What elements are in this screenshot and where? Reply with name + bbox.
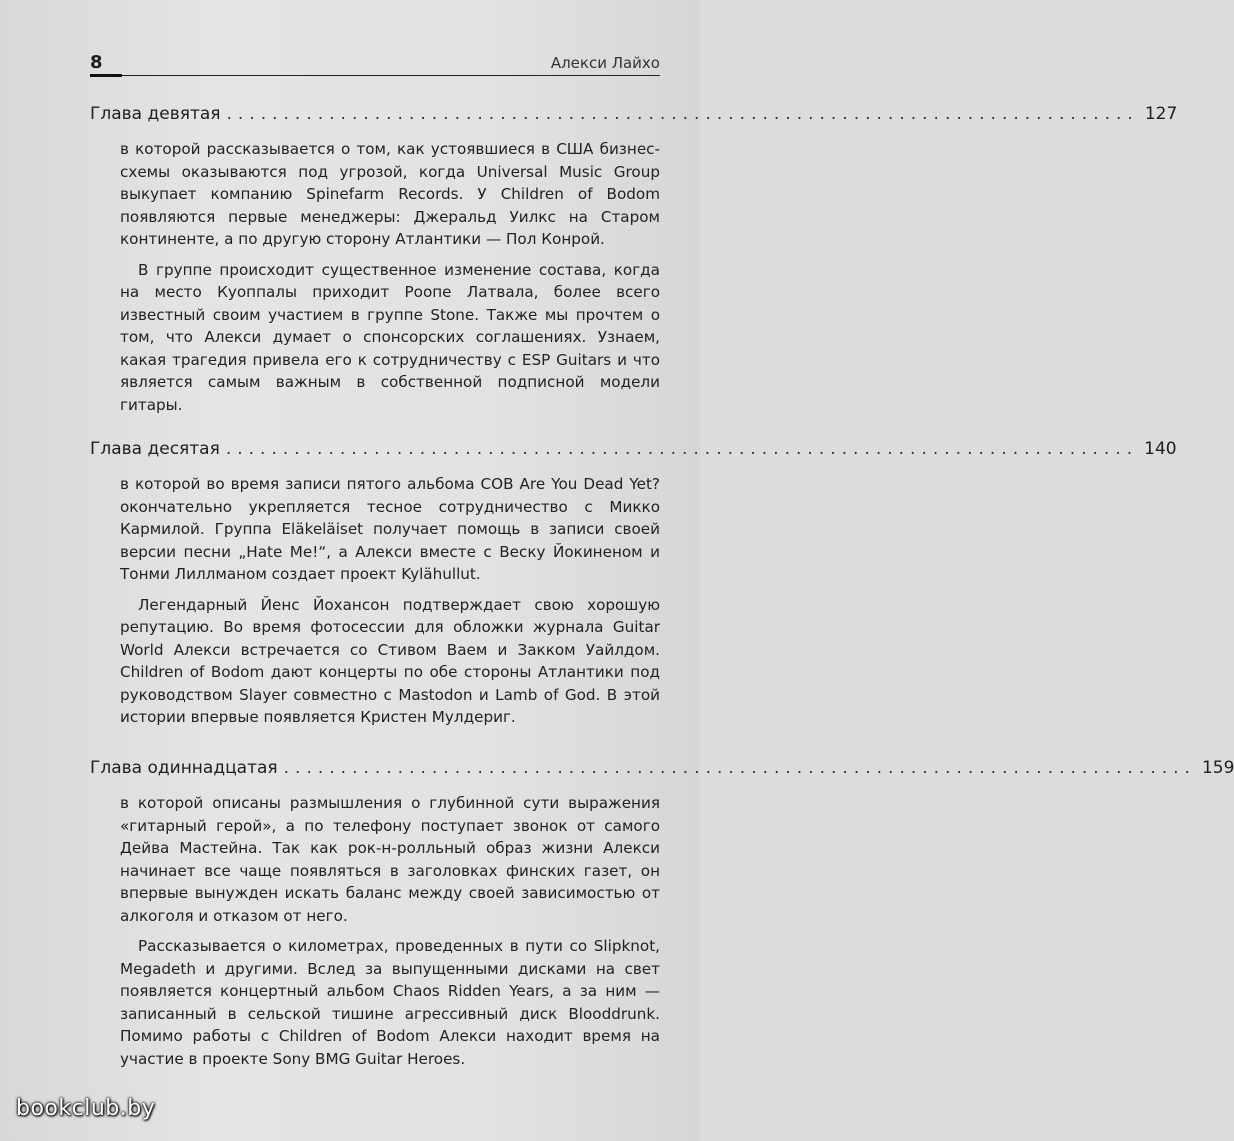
page-header <box>90 52 660 76</box>
chapter-summary: в которой описаны размышления о глубинной сути выражения «гитарный герой», а по телефону поступает звонок от самого Дейва Мастейна. Так как рок-н-ролльный образ жизни Алекси начинает все чаще появляться в заголовках финских газет, он впервые вынужден искать баланс между своей зависимостью от алкоголя и отказом от него. <box>120 794 660 925</box>
chapter-summary: в которой во время записи пятого альбома COB Are You Dead Yet? окончательно укрепляется тесное сотрудничество с Микко Кармилой. Группа Eläkeläiset получает помощь в записи своей версии песни „Hate Me!“, а Алекси вместе с Веску Йокиненом и Тонми Лиллманом создает проект Kylähullut. <box>120 475 660 583</box>
leader-dots: ................................................................................ <box>226 104 1139 124</box>
chapter-entry <box>90 439 1177 729</box>
page-number: 8 <box>90 52 103 73</box>
chapter-title: Глава одиннадцатая <box>90 758 278 778</box>
leader-dots: ................................................................................ <box>225 439 1139 459</box>
chapter-title-row[interactable] <box>90 439 1177 463</box>
chapter-page-number: 159 <box>1201 758 1234 778</box>
chapter-title-row[interactable] <box>90 758 1234 782</box>
chapter-summary: Легендарный Йенс Йохансон подтверждает свою хорошую репутацию. Во время фотосессии для обложки журнала Guitar World Алекси встречается со Стивом Ваем и Закком Уайлдом. Children of Bodom дают концерты по обе стороны Атлантики под руководством Slayer совместно с Mastodon и Lamb of God. В этой истории впервые появляется Кристен Мулдериг. <box>120 595 660 726</box>
chapter-page-number: 127 <box>1144 104 1178 124</box>
header-rule-thin <box>122 75 660 76</box>
chapter-entry <box>90 758 1234 1070</box>
chapter-summary: В группе происходит существенное изменение состава, когда на место Куоппалы приходит Роопе Латвала, более всего известный своим участием в группе Stone. Также мы прочтем о том, что Алекси думает о спонсорских соглашениях. Узнаем, какая трагедия привела его к сотрудничеству с ESP Guitars и что является самым важным в собственной подписной модели гитары. <box>120 260 660 414</box>
chapter-summary: в которой рассказывается о том, как устоявшиеся в США бизнес-схемы оказываются под угрозой, когда Universal Music Group выкупает компанию Spinefarm Records. У Children of Bodom появляются первые менеджеры: Джеральд Уилкс на Старом континенте, а по другую сторону Атлантики — Пол Конрой. <box>120 140 660 248</box>
running-head: Алекси Лайхо <box>550 54 660 72</box>
header-rule-thick <box>90 74 122 77</box>
chapter-title: Глава девятая <box>90 104 221 124</box>
chapter-summary: Рассказывается о километрах, проведенных в пути со Slipknot, Megadeth и другими. Вслед за выпущенными дисками на свет появляется концертный альбом Chaos Ridden Years, а за ним — записанный в сельской тишине агрессивный диск Blooddrunk. Помимо работы с Children of Bodom Алекси находит время на участие в проекте Sony BMG Guitar Heroes. <box>120 937 660 1068</box>
chapter-title-row[interactable] <box>90 104 1178 128</box>
chapter-page-number: 140 <box>1144 439 1177 459</box>
leader-dots: ................................................................................ <box>283 758 1196 778</box>
chapter-entry <box>90 104 1178 416</box>
chapter-title: Глава десятая <box>90 439 220 459</box>
site-watermark: bookclub.by <box>16 1096 156 1121</box>
